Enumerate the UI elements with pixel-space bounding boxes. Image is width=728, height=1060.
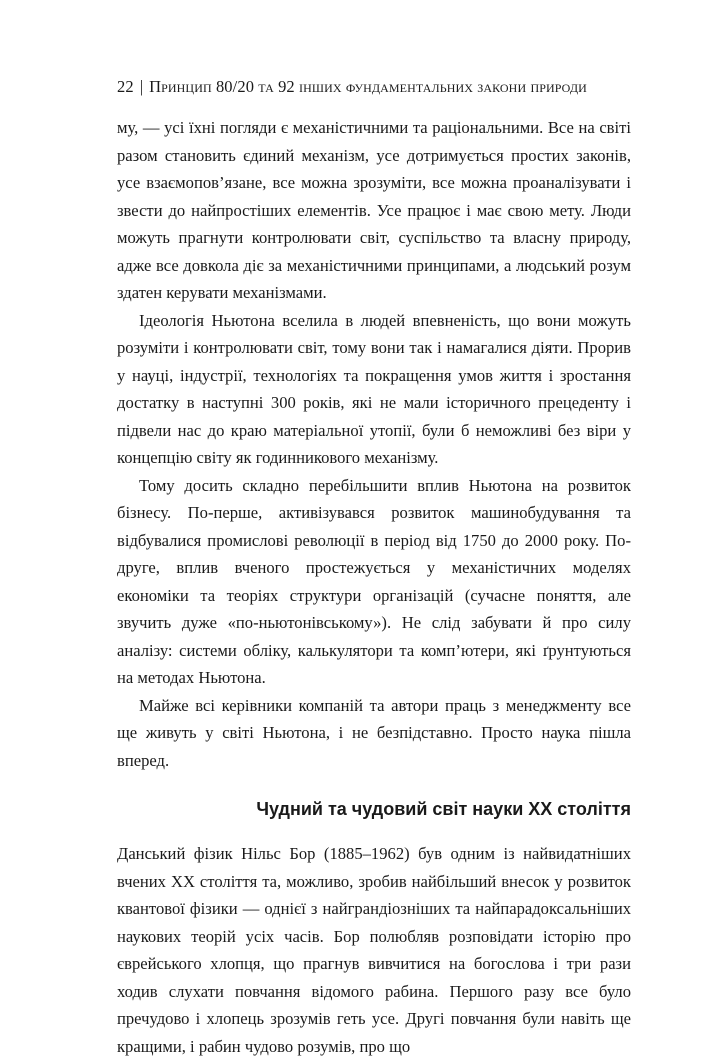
paragraph-continued: му, — усі їхні погляди є механістичними та раціональними. Все на світі разом становить єдиний механізм, усе дотримується простих законів, усе взаємопов’язане, все можна зрозуміти, все можна проаналізувати і звести до найпростіших елементів. Усе працює і має свою мету. Люди можуть прагнути контролювати світ, суспільство та власну природу, адже все довкола діє за механістичними принципами, а людський розум здатен керувати механізмами.	[117, 118, 631, 302]
header-separator: |	[139, 77, 144, 96]
running-title: Принцип 80/20 та 92 інших фундаментальних закони природи	[149, 77, 587, 96]
page-number: 22	[117, 77, 134, 96]
paragraph-managers: Майже всі керівники компаній та автори праць з менеджменту все ще живуть у світі Ньютона, і не безпідставно. Просто наука пішла вперед.	[117, 695, 631, 770]
paragraph-newton-business: Тому досить складно перебільшити вплив Ньютона на розвиток бізнесу. По-перше, активізувався розвиток машинобудування та відбувалися промислові революції в період від 1750 до 2000 року. По-друге, вплив вченого простежується у механістичних моделях економіки та теоріях структури організацій (сучасне поняття, але звучить дуже «по-ньютонівському»). Не слід забувати й про силу аналізу: системи обліку, калькулятори та комп’ютери, які ґрунтуються на методах Ньютона.	[117, 475, 631, 687]
running-header	[117, 76, 631, 98]
paragraph-bohr: Данський фізик Нільс Бор (1885–1962) був одним із найвидатніших вчених ХХ століття та, можливо, зробив найбільший внесок у розвиток квантової фізики — однієї з найграндіозніших та найпарадоксальніших наукових теорій усіх часів. Бор полюбляв розповідати історію про єврейського хлопця, що прагнув вивчитися на богослова і три рази ходив слухати повчання відомого рабина. Першого разу все було пречудово і хлопець зрозумів геть усе. Другі повчання були навіть ще кращими, і рабин чудово розумів, про що	[117, 844, 631, 1056]
section-heading: Чудний та чудовий світ науки ХХ століття	[256, 799, 631, 819]
book-page	[117, 76, 631, 1060]
paragraph-newton-ideology: Ідеологія Ньютона вселила в людей впевненість, що вони можуть розуміти і контролювати світ, тому вони так і намагалися діяти. Прорив у науці, індустрії, технологіях та покращення умов життя і зростання достатку в наступні 300 років, які не мали історичного прецеденту і підвели нас до краю матеріальної утопії, були б неможливі без віри у концепцію світу як годинникового механізму.	[117, 310, 631, 467]
